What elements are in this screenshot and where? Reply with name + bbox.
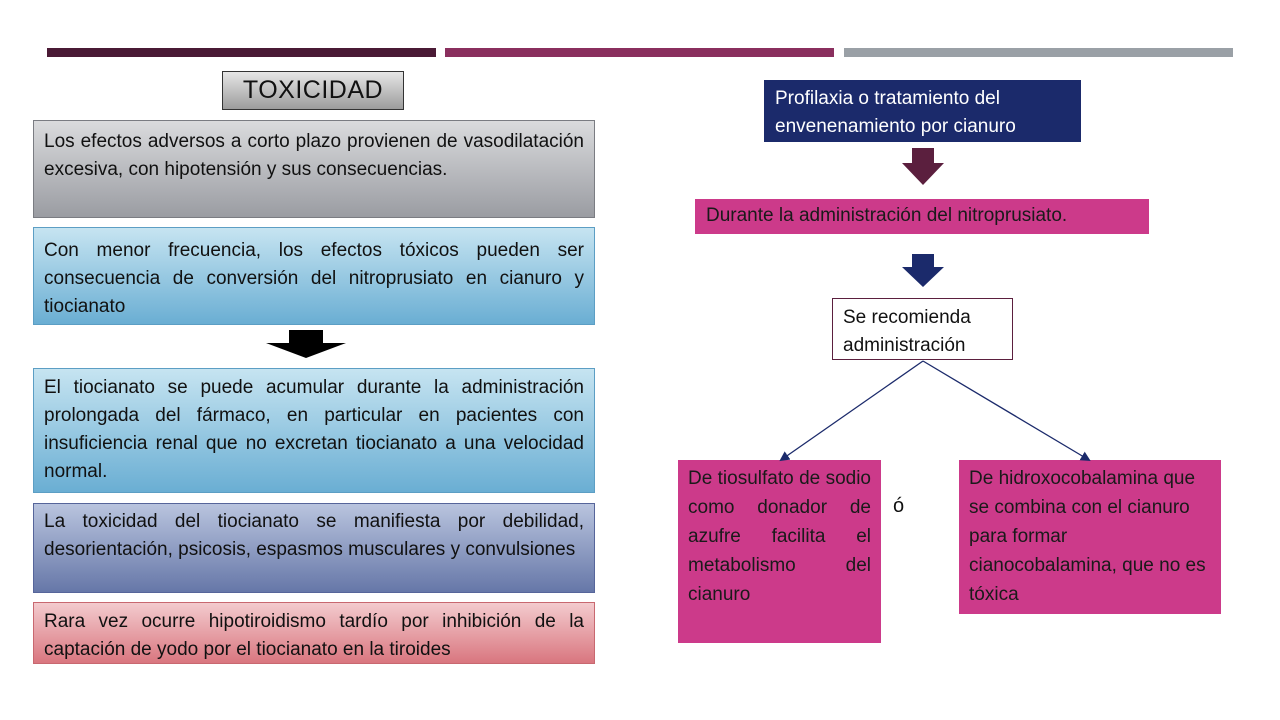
toxic-conversion-box: Con menor frecuencia, los efectos tóxicos pueden ser consecuencia de conversión del nitroprusiato en cianuro y tiocianato bbox=[33, 227, 595, 325]
recommendation-box: Se recomienda administración bbox=[832, 298, 1013, 360]
down-arrow-navy-icon bbox=[902, 254, 944, 287]
short-term-effects-box: Los efectos adversos a corto plazo provienen de vasodilatación excesiva, con hipotensión y sus consecuencias. bbox=[33, 120, 595, 218]
branch-line-left bbox=[781, 361, 923, 460]
hypothyroidism-box: Rara vez ocurre hipotiroidismo tardío por inhibición de la captación de yodo por el tiocianato en la tiroides bbox=[33, 602, 595, 664]
thiosulfate-option-box: De tiosulfato de sodio como donador de azufre facilita el metabolismo del cianuro bbox=[678, 460, 881, 643]
toxicidad-title: TOXICIDAD bbox=[222, 71, 404, 110]
prophylaxis-header-box: Profilaxia o tratamiento del envenenamiento por cianuro bbox=[764, 80, 1081, 142]
or-label: ó bbox=[893, 495, 905, 517]
thiocyanate-toxicity-box: La toxicidad del tiocianato se manifiesta por debilidad, desorientación, psicosis, espasmos musculares y convulsiones bbox=[33, 503, 595, 593]
during-administration-box: Durante la administración del nitroprusiato. bbox=[695, 199, 1149, 234]
down-arrow-black-icon bbox=[266, 330, 346, 358]
down-arrow-maroon-icon bbox=[902, 148, 944, 185]
thiocyanate-accumulation-box: El tiocianato se puede acumular durante la administración prolongada del fármaco, en particular en pacientes con insuficiencia renal que no excretan tiocianato a una velocidad normal. bbox=[33, 368, 595, 493]
hydroxocobalamin-option-box: De hidroxocobalamina que se combina con el cianuro para formar cianocobalamina, que no es tóxica bbox=[959, 460, 1221, 614]
branch-line-right bbox=[923, 361, 1089, 460]
